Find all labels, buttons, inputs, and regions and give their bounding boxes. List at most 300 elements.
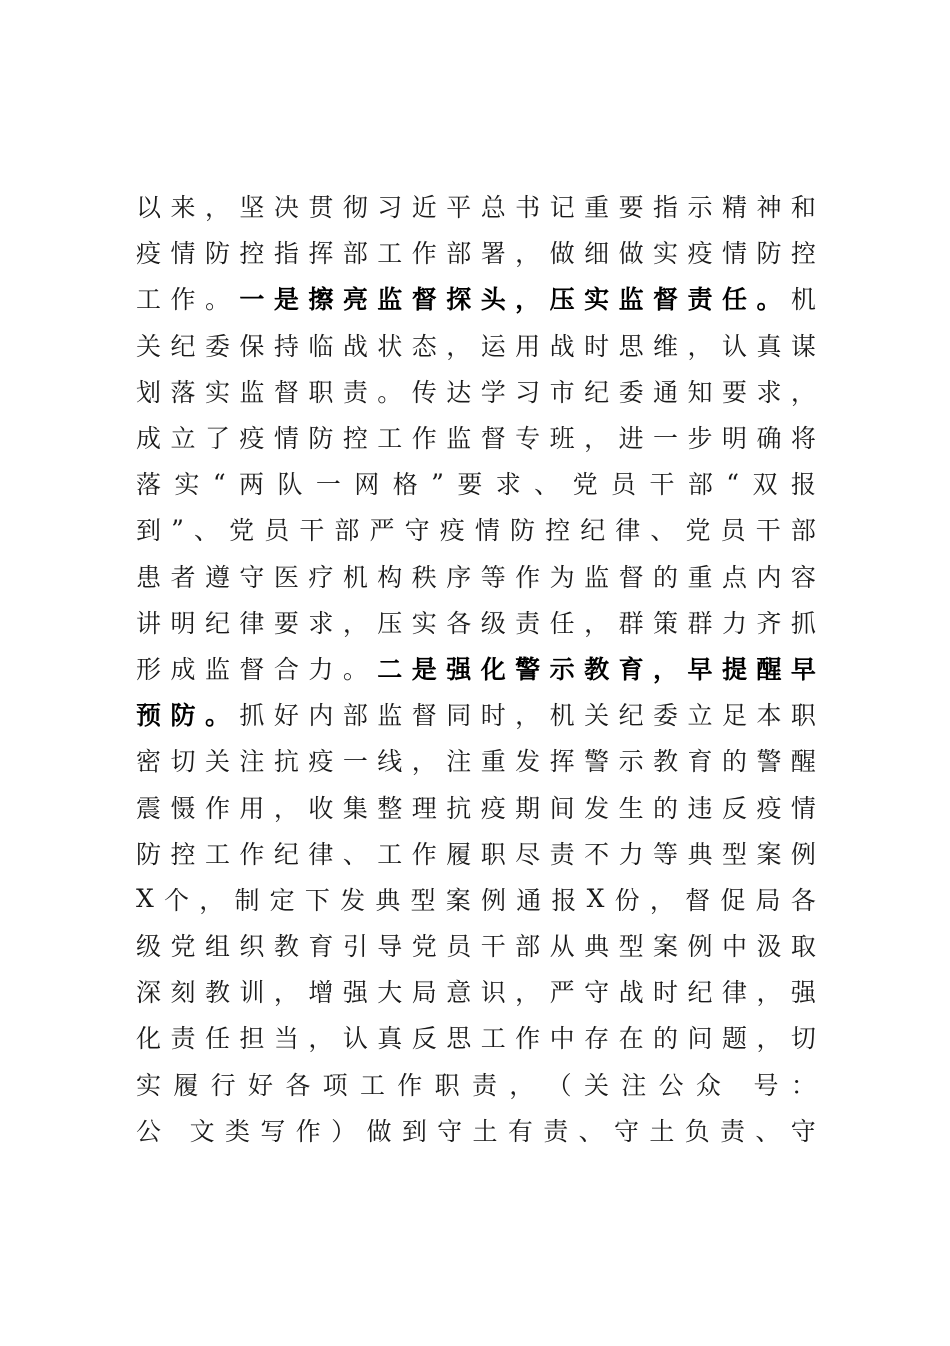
text-char: 和 (790, 193, 816, 223)
text-line (136, 553, 816, 599)
text-char: 案 (756, 839, 782, 869)
text-char: 报 (790, 470, 816, 500)
text-char: 内 (308, 701, 334, 731)
bold-heading-char: 早 (687, 654, 713, 684)
text-char: ” (171, 514, 184, 544)
text-char: 工 (480, 1024, 506, 1054)
text-char: 干 (299, 516, 325, 546)
text-char: 委 (618, 377, 644, 407)
text-char: 近 (411, 193, 437, 223)
text-char: 疫 (308, 747, 334, 777)
text-char: 间 (549, 793, 575, 823)
text-char: 习 (515, 377, 541, 407)
text-char: 任 (549, 608, 575, 638)
text-char: 情 (273, 424, 299, 454)
text-char: 战 (342, 331, 368, 361)
text-char: 示 (687, 193, 713, 223)
text-line (136, 691, 816, 737)
bold-heading-char: 预 (136, 701, 162, 731)
text-char: 了 (204, 424, 230, 454)
text-char: 示 (618, 747, 644, 777)
text-line (136, 968, 816, 1014)
text-char: 形 (136, 654, 162, 684)
text-char: 达 (446, 377, 472, 407)
text-char: 汲 (756, 932, 782, 962)
text-char: 力 (618, 839, 644, 869)
text-char: 到 (136, 516, 162, 546)
text-char: 挥 (308, 239, 334, 269)
body-text (136, 183, 816, 1153)
text-char: 部 (790, 516, 816, 546)
text-char: 工 (377, 239, 403, 269)
text-char: 组 (204, 932, 230, 962)
text-char: 守 (790, 1116, 816, 1146)
bold-heading-char: 示 (549, 654, 575, 684)
text-char: 制 (234, 885, 260, 915)
bold-heading-char: 早 (790, 654, 816, 684)
text-char: 律 (308, 839, 334, 869)
text-char: 传 (411, 377, 437, 407)
text-char: 防 (204, 239, 230, 269)
text-char: 题 (721, 1024, 747, 1054)
text-char: ， (446, 331, 472, 361)
text-char: 落 (170, 377, 196, 407)
text-char: 震 (136, 793, 162, 823)
text-char: 当 (273, 1024, 299, 1054)
text-char: 督 (239, 654, 265, 684)
text-char: 控 (342, 424, 368, 454)
text-char: 队 (277, 470, 303, 500)
bold-heading-char: 一 (239, 285, 265, 315)
text-char: 患 (136, 562, 162, 592)
text-char: 控 (545, 516, 571, 546)
text-char: 发 (584, 793, 610, 823)
text-char: 为 (549, 562, 575, 592)
text-char: 班 (549, 424, 575, 454)
text-char: 问 (687, 1024, 713, 1054)
text-char: 局 (411, 978, 437, 1008)
text-char: 下 (304, 885, 330, 915)
text-char: 违 (687, 793, 713, 823)
text-char: 疫 (480, 793, 506, 823)
bold-heading-char: 育 (618, 654, 644, 684)
bold-heading-char: 督 (411, 285, 437, 315)
bold-heading-char: 强 (446, 654, 472, 684)
bold-heading-char: 探 (446, 285, 472, 315)
bold-heading-char: 责 (687, 285, 713, 315)
text-char: 干 (649, 470, 675, 500)
text-char: 通 (516, 885, 542, 915)
text-char: ， (649, 885, 675, 915)
text-char: 级 (136, 932, 162, 962)
text-line (136, 506, 816, 552)
text-char: 增 (308, 978, 334, 1008)
text-char: 指 (273, 239, 299, 269)
text-char: 、 (650, 516, 676, 546)
text-char: 防 (308, 424, 334, 454)
text-char: 等 (480, 562, 506, 592)
text-char: 立 (170, 424, 196, 454)
text-char: 情 (790, 793, 816, 823)
text-char: 署 (480, 239, 506, 269)
text-char: 习 (377, 193, 403, 223)
text-char: 序 (446, 562, 472, 592)
bold-heading-char: 任 (721, 285, 747, 315)
text-char: 在 (618, 1024, 644, 1054)
text-char: 级 (480, 608, 506, 638)
text-char: 明 (721, 424, 747, 454)
text-char: 以 (136, 193, 162, 223)
text-line (136, 599, 816, 645)
text-char: 反 (721, 793, 747, 823)
text-char: 纪 (584, 377, 610, 407)
text-char: 确 (756, 424, 782, 454)
text-char: 挥 (549, 747, 575, 777)
text-char: 作 (204, 793, 230, 823)
bold-heading-char: 监 (618, 285, 644, 315)
text-char: 一 (342, 747, 368, 777)
text-char: 、 (534, 470, 560, 500)
text-char: 监 (204, 654, 230, 684)
text-char: 强 (790, 978, 816, 1008)
text-char: 维 (653, 331, 679, 361)
text-char: 疫 (756, 793, 782, 823)
text-line (136, 830, 816, 876)
text-char: 促 (720, 885, 746, 915)
text-char: 训 (239, 978, 265, 1008)
text-char: 控 (170, 839, 196, 869)
text-char: 疫 (687, 239, 713, 269)
text-char: 份 (614, 885, 640, 915)
text-line (136, 783, 816, 829)
text-char: 点 (721, 562, 747, 592)
text-char: 医 (273, 562, 299, 592)
text-line (136, 1061, 816, 1107)
text-char: 履 (446, 839, 472, 869)
text-char: 育 (687, 747, 713, 777)
text-char: 明 (170, 608, 196, 638)
text-char: 态 (411, 331, 437, 361)
text-char: 立 (687, 701, 713, 731)
text-char: 化 (136, 1024, 162, 1054)
text-char: 监 (584, 562, 610, 592)
text-char: 疗 (308, 562, 334, 592)
text-char: 有 (507, 1116, 533, 1146)
text-char: 神 (756, 193, 782, 223)
text-char: ） (331, 1116, 357, 1146)
text-char: 遵 (204, 562, 230, 592)
text-char: 重 (480, 747, 506, 777)
text-char: 疫 (136, 239, 162, 269)
bold-heading-char: 防 (170, 701, 196, 731)
text-char: 注 (446, 747, 472, 777)
text-char: 工 (136, 285, 162, 315)
text-char: 大 (377, 978, 403, 1008)
text-char: 尽 (515, 839, 541, 869)
text-char: 关 (136, 331, 162, 361)
text-char: 压 (377, 608, 403, 638)
text-char: 市 (549, 377, 575, 407)
text-char: ， (584, 424, 610, 454)
text-char: 监 (377, 701, 403, 731)
text-char: 将 (790, 424, 816, 454)
text-char: 认 (342, 1024, 368, 1054)
text-char: 学 (480, 377, 506, 407)
text-char: 部 (515, 932, 541, 962)
text-char: 干 (755, 516, 781, 546)
text-char: 的 (721, 747, 747, 777)
text-char: 督 (273, 377, 299, 407)
text-line (136, 368, 816, 414)
text-line (136, 183, 816, 229)
text-char: 报 (551, 885, 577, 915)
bold-heading-char: 是 (273, 285, 299, 315)
text-char: 通 (653, 377, 679, 407)
text-char: 工 (377, 424, 403, 454)
text-char: 指 (653, 193, 679, 223)
text-line (136, 460, 816, 506)
text-char: 作 (411, 424, 437, 454)
text-char: 纪 (170, 331, 196, 361)
text-char: 注 (621, 1070, 647, 1100)
text-char: 严 (369, 516, 395, 546)
text-char: 运 (480, 331, 506, 361)
text-char: 总 (480, 193, 506, 223)
text-char: 合 (273, 654, 299, 684)
text-char: 作 (170, 285, 196, 315)
text-char: 部 (687, 470, 713, 500)
text-char: 刻 (170, 978, 196, 1008)
text-char: 实 (411, 608, 437, 638)
text-char: ， (509, 1070, 535, 1100)
text-char: 认 (721, 331, 747, 361)
text-char: “ (726, 468, 740, 498)
text-char: 步 (687, 424, 713, 454)
text-char: 强 (342, 978, 368, 1008)
text-char: 的 (653, 1024, 679, 1054)
text-char: 注 (239, 747, 265, 777)
text-char: X (586, 884, 605, 914)
text-char: 切 (790, 1024, 816, 1054)
text-char: 成 (136, 424, 162, 454)
text-char: 育 (308, 932, 334, 962)
text-char: 内 (756, 562, 782, 592)
text-char: 各 (446, 608, 472, 638)
text-char: 干 (480, 932, 506, 962)
text-char: 守 (437, 1116, 463, 1146)
bold-heading-char: 教 (584, 654, 610, 684)
text-char: 求 (756, 377, 782, 407)
text-char: 疫 (239, 424, 265, 454)
text-char: ， (756, 978, 782, 1008)
text-char: 的 (653, 793, 679, 823)
bold-heading-char: 擦 (308, 285, 334, 315)
text-char: 集 (342, 793, 368, 823)
text-char: 项 (322, 1070, 348, 1100)
text-char: 要 (457, 470, 483, 500)
text-char: 、 (342, 839, 368, 869)
text-char: 部 (342, 701, 368, 731)
text-char: 要 (721, 377, 747, 407)
text-char: 机 (342, 562, 368, 592)
text-char: 来 (170, 193, 196, 223)
text-char: 严 (549, 978, 575, 1008)
text-char: 情 (170, 239, 196, 269)
text-char: 、 (755, 1116, 781, 1146)
text-char: 持 (273, 331, 299, 361)
text-char: 记 (549, 193, 575, 223)
text-char: 、 (578, 1116, 604, 1146)
text-char: 战 (549, 331, 575, 361)
text-char (733, 1069, 741, 1098)
text-char: 本 (756, 701, 782, 731)
text-char: 慑 (170, 793, 196, 823)
text-char: 用 (239, 793, 265, 823)
bold-heading-char: 。 (756, 285, 782, 315)
text-char: 抗 (273, 747, 299, 777)
text-char: 号 (753, 1070, 779, 1100)
text-char: 机 (790, 285, 816, 315)
text-char: 成 (170, 654, 196, 684)
text-char: 负 (684, 1116, 710, 1146)
text-char: 典 (584, 932, 610, 962)
text-char: 型 (410, 885, 436, 915)
text-char: 思 (446, 1024, 472, 1054)
text-char: 控 (239, 239, 265, 269)
bold-heading-char: 。 (204, 701, 230, 731)
text-char: 员 (446, 932, 472, 962)
text-line (136, 922, 816, 968)
text-char: 公 (136, 1116, 162, 1146)
text-char: ， (687, 331, 713, 361)
text-char: 责 (471, 1070, 497, 1100)
text-char: 中 (549, 1024, 575, 1054)
bold-heading-char: 实 (584, 285, 610, 315)
text-char: 构 (377, 562, 403, 592)
text-char: 纪 (687, 978, 713, 1008)
text-char: 委 (653, 701, 679, 731)
text-char: 责 (549, 839, 575, 869)
text-char: 思 (618, 331, 644, 361)
text-line (136, 275, 816, 321)
text-char: 作 (397, 1070, 423, 1100)
text-char: 秩 (411, 562, 437, 592)
text-char: 例 (790, 839, 816, 869)
bold-heading-char: 监 (377, 285, 403, 315)
text-char: 写 (260, 1116, 286, 1146)
text-char: 两 (239, 470, 265, 500)
text-char: 。 (377, 377, 403, 407)
text-char: 容 (790, 562, 816, 592)
text-line (136, 322, 816, 368)
text-char: ， (515, 978, 541, 1008)
bold-heading-char: 亮 (342, 285, 368, 315)
text-char: 防 (136, 839, 162, 869)
text-char: 党 (170, 932, 196, 962)
text-char: 收 (308, 793, 334, 823)
text-char: 识 (480, 978, 506, 1008)
text-char: 重 (687, 562, 713, 592)
text-char: 精 (721, 193, 747, 223)
text-char: 书 (515, 193, 541, 223)
text-char: 职 (434, 1070, 460, 1100)
text-char: 织 (239, 932, 265, 962)
bold-heading-char: 督 (653, 285, 679, 315)
text-char: 真 (756, 331, 782, 361)
bold-heading-char: 头 (480, 285, 506, 315)
bold-heading-char: 压 (549, 285, 575, 315)
text-char: 关 (583, 1070, 609, 1100)
text-char: 要 (618, 193, 644, 223)
text-char: 督 (480, 424, 506, 454)
text-char: 做 (618, 239, 644, 269)
text-char: 要 (273, 608, 299, 638)
text-char: 不 (584, 839, 610, 869)
text-char: ， (584, 608, 610, 638)
text-char: 警 (756, 747, 782, 777)
text-char: 类 (225, 1116, 251, 1146)
text-char: 理 (411, 793, 437, 823)
text-char: 督 (618, 562, 644, 592)
text-char: 工 (204, 839, 230, 869)
text-char: X (136, 884, 154, 914)
text-char: 责 (342, 377, 368, 407)
text-char: 纪 (204, 608, 230, 638)
text-char: 守 (239, 562, 265, 592)
text-char: 。 (342, 654, 368, 684)
text-char: 、 (193, 516, 219, 546)
text-char: 战 (618, 978, 644, 1008)
text-char: 守 (613, 1116, 639, 1146)
text-char: 员 (611, 470, 637, 500)
text-char: 责 (720, 1116, 746, 1146)
text-char: 的 (653, 562, 679, 592)
text-char: ， (756, 1024, 782, 1054)
text-char: 策 (653, 608, 679, 638)
text-char: 重 (584, 193, 610, 223)
text-char: 力 (721, 608, 747, 638)
text-char: 切 (170, 747, 196, 777)
text-char: 纪 (580, 516, 606, 546)
text-char: 例 (687, 932, 713, 962)
text-char: 律 (239, 608, 265, 638)
text-char: 意 (446, 978, 472, 1008)
text-char: 员 (720, 516, 746, 546)
text-char: 知 (687, 377, 713, 407)
text-char: 时 (653, 978, 679, 1008)
text-char: 例 (480, 885, 506, 915)
text-char: 者 (170, 562, 196, 592)
text-char: 情 (474, 516, 500, 546)
text-char: 案 (653, 932, 679, 962)
text-char: 密 (136, 747, 162, 777)
text-char: 抓 (239, 701, 265, 731)
text-char: 部 (334, 516, 360, 546)
text-char: 个 (164, 885, 190, 915)
text-char: 责 (170, 1024, 196, 1054)
text-char: 履 (173, 1070, 199, 1100)
text-char: ， (790, 377, 816, 407)
text-char: 工 (359, 1070, 385, 1100)
text-char: ： (790, 1070, 816, 1100)
text-char: 型 (618, 932, 644, 962)
text-char: ， (411, 747, 437, 777)
text-char: 教 (273, 932, 299, 962)
text-char: 实 (174, 470, 200, 500)
text-char: 作 (515, 1024, 541, 1054)
bold-heading-char: 醒 (756, 654, 782, 684)
text-char: 情 (721, 239, 747, 269)
